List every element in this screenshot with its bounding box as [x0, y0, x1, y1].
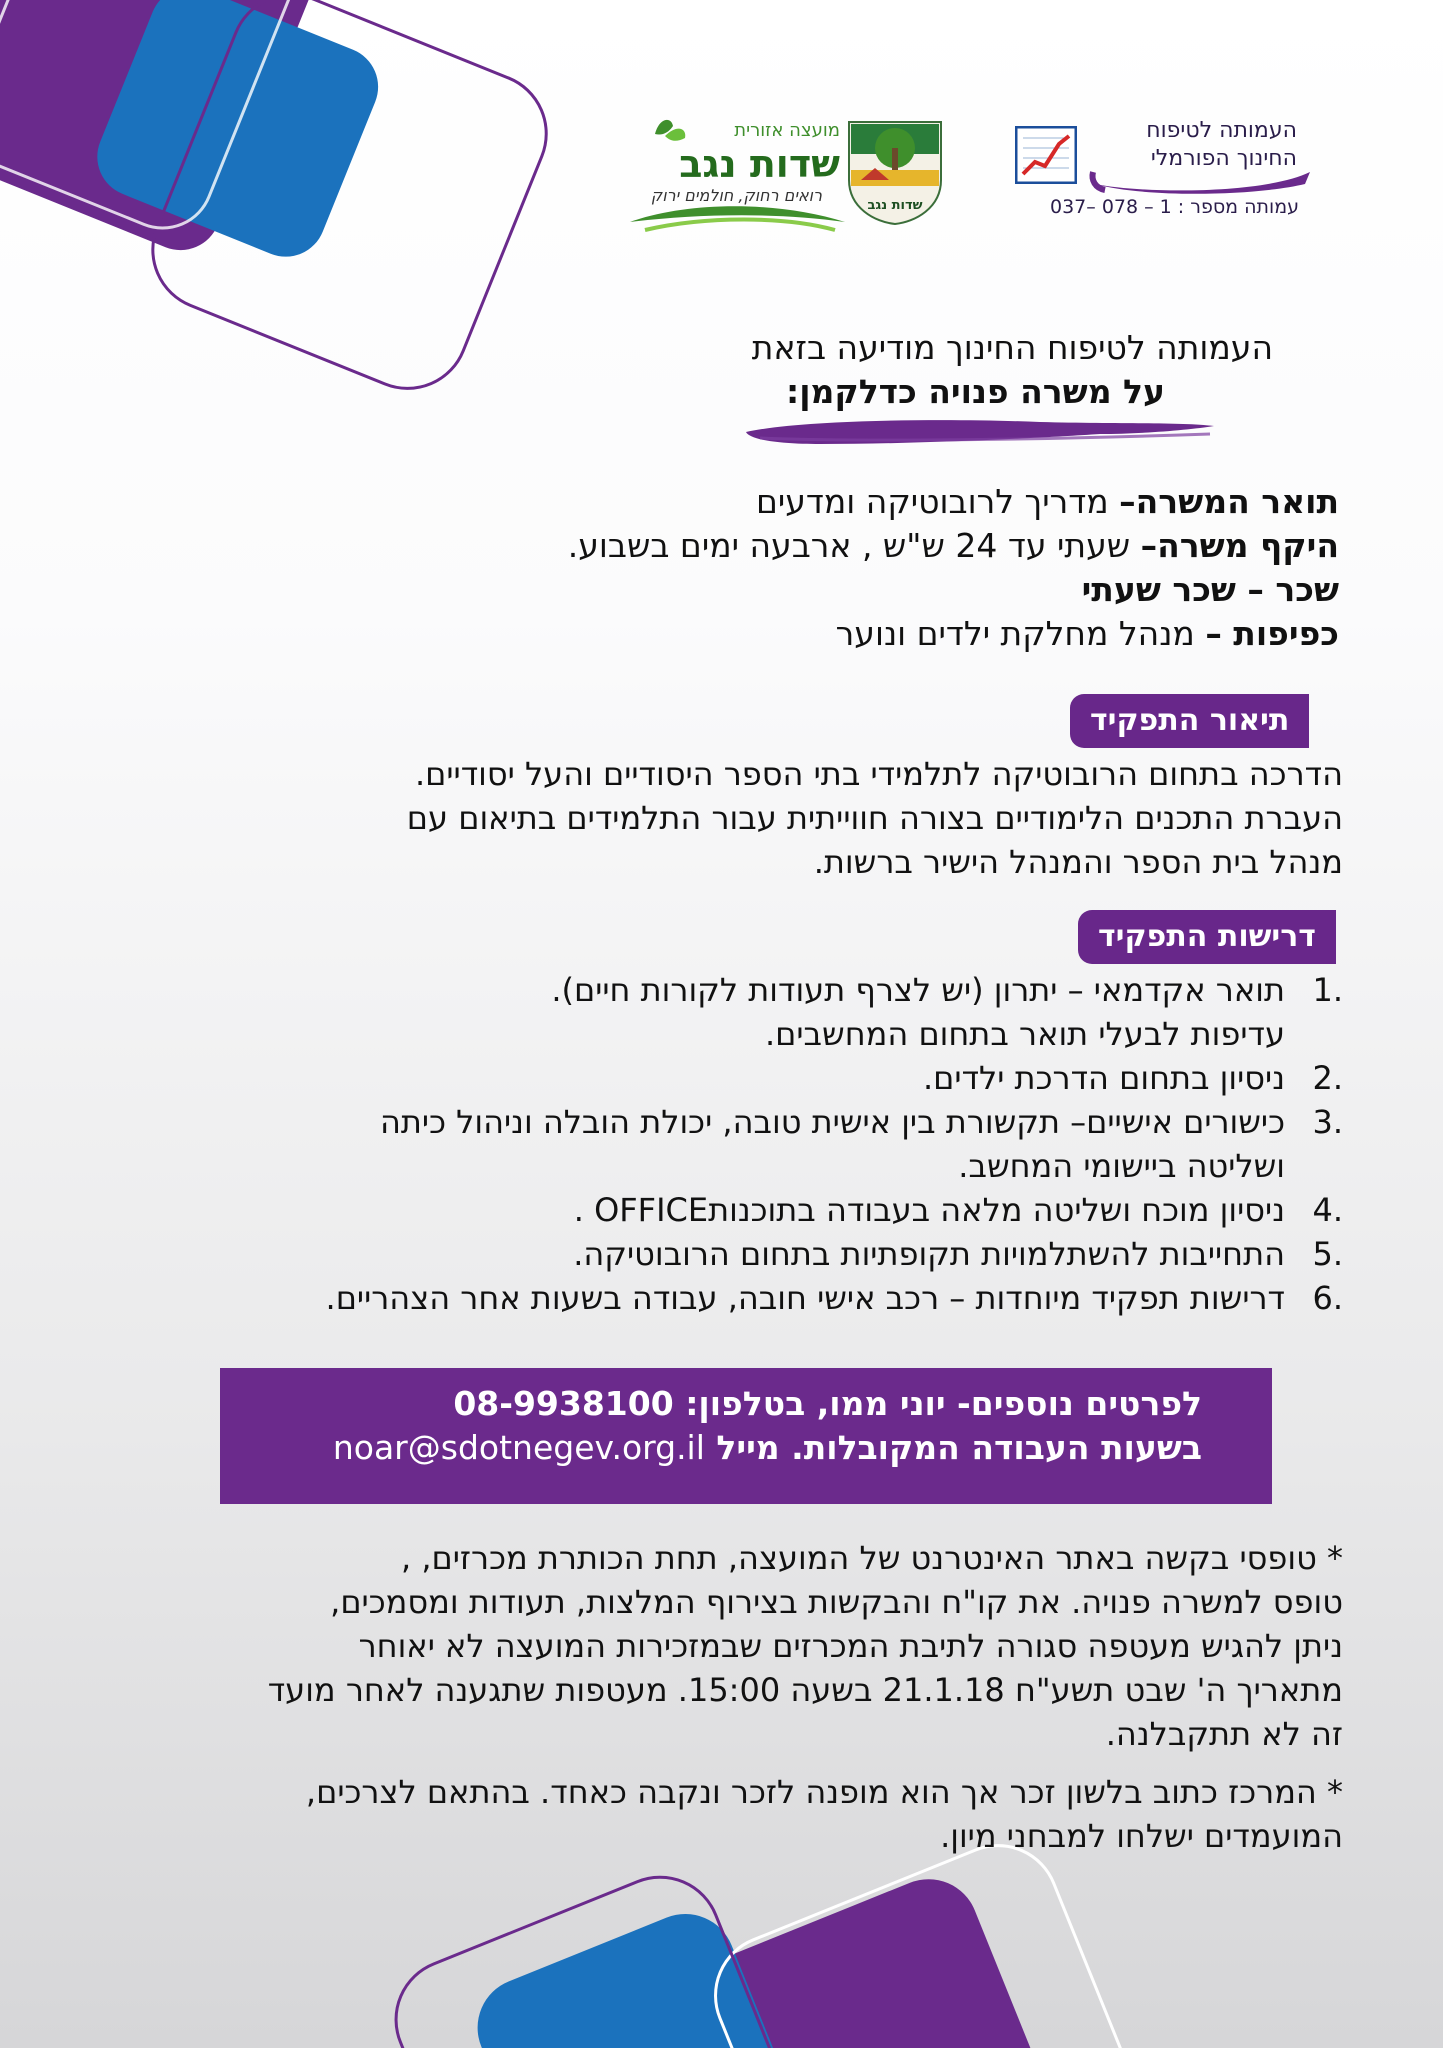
- contact-line-2: [220, 1426, 1202, 1470]
- association-number: עמותה מספר : 1 – 078 –037: [1050, 196, 1299, 218]
- requirement-line: כישורים אישיים– תקשורת בין אישית טובה, יכולת הובלה וניהול כיתה: [379, 1103, 1285, 1141]
- council-name: שדות נגב: [679, 142, 840, 186]
- requirement-item: [326, 1232, 1343, 1276]
- council-slogan: רואים רחוק, חולמים ירוק: [650, 186, 822, 205]
- requirement-number: 1.: [1312, 971, 1343, 1009]
- note-line: מתאריך ה' שבט תשע"ח 21.1.18 בשעה 15:00. מעטפות שתגענה לאחר מועד: [267, 1671, 1343, 1709]
- contact-line-1: לפרטים נוספים- יוני ממו, בטלפון: 08-9938100: [453, 1384, 1202, 1423]
- association-name-line2: החינוך הפורמלי: [1150, 146, 1297, 171]
- note-line: זה לא תתקבלנה.: [1105, 1715, 1343, 1753]
- role-description-line: מנהל בית הספר והמנהל הישיר ברשות.: [813, 843, 1343, 881]
- note-line: * המרכז כתוב בלשון זכר אך הוא מופנה לזכר ונקבה כאחד. בהתאם לצרכים,: [305, 1773, 1343, 1811]
- requirement-number: 6.: [1312, 1279, 1343, 1317]
- detail-scope-value: שעתי עד 24 ש"ש , ארבעה ימים בשבוע.: [567, 526, 1141, 565]
- requirement-line: ושליטה ביישומי המחשב.: [958, 1147, 1285, 1185]
- note-line: * טופסי בקשה באתר האינטרנט של המועצה, תחת הכותרת מכרזים, ,: [401, 1539, 1343, 1577]
- requirement-item: [326, 1276, 1343, 1320]
- requirement-line: ניסיון מוכח ושליטה מלאה בעבודה בתוכנותOFFICE .: [573, 1191, 1285, 1229]
- requirement-line: עדיפות לבעלי תואר בתחום המחשבים.: [764, 1015, 1285, 1053]
- association-logo: [1015, 118, 1315, 228]
- detail-title-row: [568, 480, 1339, 524]
- job-details: [568, 480, 1339, 656]
- role-description-text: [407, 752, 1343, 884]
- detail-title-label: תואר המשרה–: [1119, 482, 1339, 521]
- requirement-item: [326, 1188, 1343, 1232]
- requirement-line: ניסיון בתחום הדרכת ילדים.: [923, 1059, 1285, 1097]
- requirements-heading: דרישות התפקיד: [1078, 910, 1336, 964]
- requirement-line: דרישות תפקיד מיוחדות – רכב אישי חובה, עבודה בשעות אחר הצהריים.: [325, 1279, 1285, 1317]
- role-description-line: הדרכה בתחום הרובוטיקה לתלמידי בתי הספר היסודיים והעל יסודיים.: [414, 755, 1343, 793]
- contact-hours-label: בשעות העבודה המקובלות. מייל: [704, 1428, 1202, 1467]
- detail-scope-row: [568, 524, 1339, 568]
- requirement-item: [326, 968, 1343, 1056]
- detail-reports-value: מנהל מחלקת ילדים ונוער: [835, 614, 1206, 653]
- requirement-number: 4.: [1312, 1191, 1343, 1229]
- council-logo: [625, 112, 850, 242]
- detail-reports-row: [568, 612, 1339, 656]
- detail-title-value: מדריך לרובוטיקה ומדעים: [755, 482, 1120, 521]
- requirement-line: התחייבות להשתלמויות תקופתיות בתחום הרובוטיקה.: [573, 1235, 1285, 1273]
- note-line: טופס למשרה פנויה. את קו"ח והבקשות בצירוף המלצות, תעודות ומסמכים,: [330, 1583, 1343, 1621]
- requirement-number: 3.: [1312, 1103, 1343, 1141]
- contact-email-link[interactable]: noar@sdotnegev.org.il: [332, 1428, 705, 1467]
- intro-line-2: על משרה פנויה כדלקמן:: [786, 372, 1165, 411]
- detail-salary-label: שכר – שכר שעתי: [1081, 570, 1339, 609]
- decorative-shapes-top: [0, 0, 600, 500]
- detail-scope-label: היקף משרה–: [1140, 526, 1339, 565]
- note-line: המועמדים ישלחו למבחני מיון.: [940, 1817, 1343, 1855]
- council-small-label: מועצה אזורית: [734, 120, 840, 141]
- requirement-number: 5.: [1312, 1235, 1343, 1273]
- role-description-line: העברת התכנים הלימודיים בצורה חווייתית עבור התלמידים בתיאום עם: [406, 799, 1343, 837]
- submission-notes: [268, 1536, 1343, 1756]
- requirement-item: [326, 1100, 1343, 1188]
- requirement-item: [326, 1056, 1343, 1100]
- requirement-number: 2.: [1312, 1059, 1343, 1097]
- emblem-text: שדות נגב: [867, 198, 923, 213]
- requirement-line: תואר אקדמאי – יתרון (יש לצרף תעודות לקורות חיים).: [551, 971, 1285, 1009]
- gender-note: [306, 1770, 1343, 1858]
- detail-salary-row: [568, 568, 1339, 612]
- requirements-list: [326, 968, 1343, 1320]
- council-emblem: [845, 118, 945, 226]
- role-description-heading: תיאור התפקיד: [1070, 694, 1309, 748]
- brush-underline: [740, 414, 1220, 450]
- association-name-line1: העמותה לטיפוח: [1146, 118, 1297, 143]
- contact-box: [220, 1368, 1272, 1504]
- swoosh-underline: [1085, 166, 1315, 194]
- intro-line-1: העמותה לטיפוח החינוך מודיעה בזאת: [751, 328, 1273, 367]
- chart-growth-icon: [1015, 126, 1077, 184]
- note-line: ניתן להגיש מעטפה סגורה לתיבת המכרזים שבמזכירות המועצה לא יאוחר: [358, 1627, 1343, 1665]
- detail-reports-label: כפיפות –: [1205, 614, 1339, 653]
